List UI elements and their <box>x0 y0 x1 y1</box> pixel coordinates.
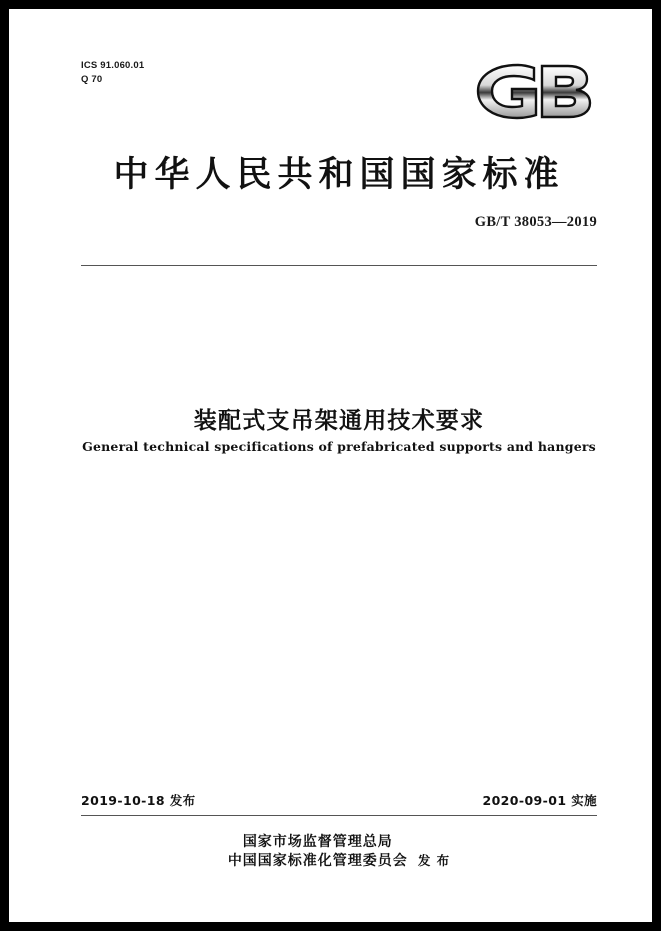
publisher-block <box>81 833 597 871</box>
footer-divider <box>81 815 597 816</box>
classification-code: Q 70 <box>81 73 103 85</box>
national-standard-title: 中华人民共和国国家标准 <box>113 154 565 195</box>
header-divider <box>81 265 597 266</box>
publisher-names <box>228 833 408 871</box>
ics-code: ICS 91.060.01 <box>81 60 145 71</box>
document-title-chinese: 装配式支吊架通用技术要求 <box>193 408 485 434</box>
standard-number: GB/T 38053—2019 <box>474 214 597 230</box>
publisher-line-2: 中国国家标准化管理委员会 <box>227 852 408 869</box>
publisher-verb: 发 布 <box>417 852 451 868</box>
gb-emblem-icon <box>462 55 597 127</box>
publisher-line-1: 国家市场监督管理总局 <box>242 834 393 850</box>
issue-date: 2019-10-18 发布 <box>81 793 196 808</box>
standard-cover-page <box>9 9 652 922</box>
implementation-date: 2020-09-01 实施 <box>482 793 597 808</box>
cover-content-area <box>81 9 597 922</box>
document-title-english: General technical specifications of prefabricated supports and hangers <box>82 439 596 454</box>
ics-classification-block <box>81 59 144 87</box>
